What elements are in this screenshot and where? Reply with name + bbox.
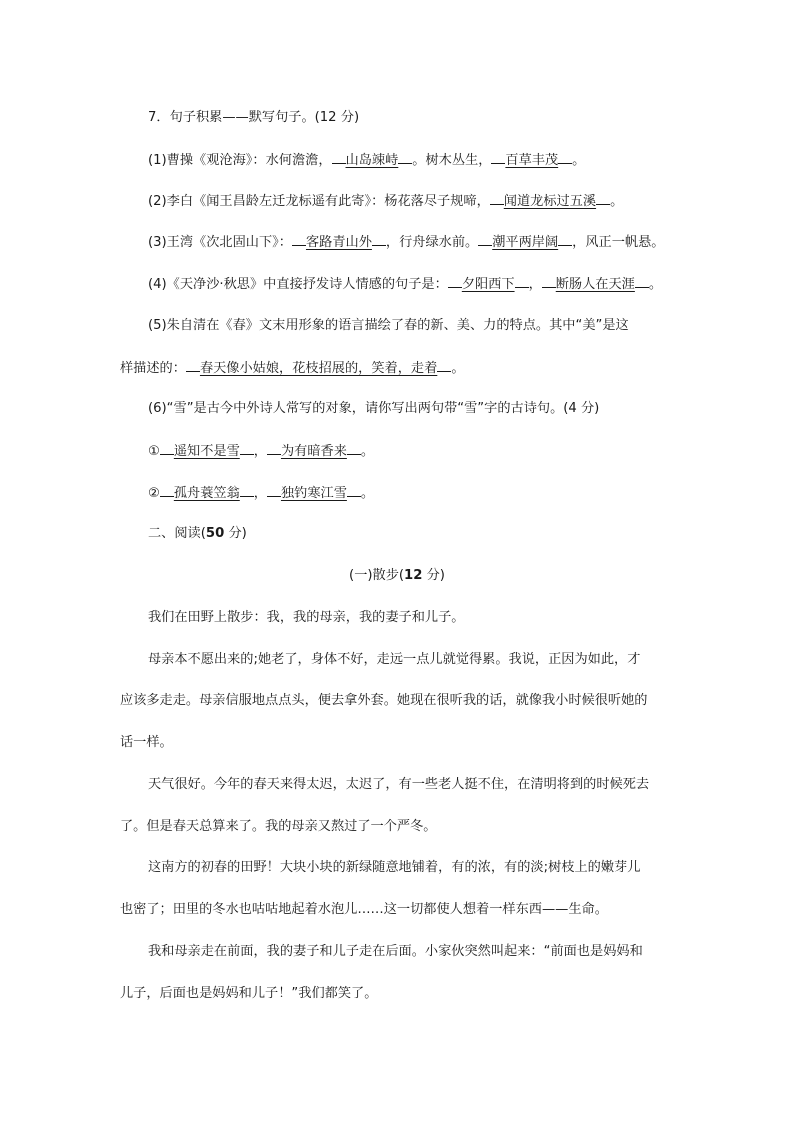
q7-item-6-answer-2: ② 孤舟蓑笠翁 ， 独钓寒江雪 。 [148, 486, 375, 501]
answer: 潮平两岸阔 [492, 235, 559, 250]
passage-line: 母亲本不愿出来的;她老了，身体不好，走远一点儿就觉得累。我说，正因为如此，才 [148, 652, 641, 667]
passage-line: 儿子，后面也是妈妈和儿子！”我们都笑了。 [120, 986, 378, 1001]
q7-item-2: (2)李白《闻王昌龄左迁龙标遥有此寄》：杨花落尽子规啼， 闻道龙标过五溪 。 [148, 194, 624, 209]
question-7-title: 7．句子积累——默写句子。(12 分) [148, 110, 360, 125]
answer: 闻道龙标过五溪 [503, 194, 597, 209]
answer: 山岛竦峙 [345, 153, 399, 168]
q7-item-6-answer-1: ① 遥知不是雪 ， 为有暗香来 。 [148, 444, 375, 459]
answer: 断肠人在天涯 [555, 277, 635, 292]
q7-item-6: (6)“雪”是古今中外诗人常写的对象，请你写出两句带“雪”字的古诗句。(4 分) [148, 401, 600, 416]
passage-line: 话一样。 [120, 735, 173, 750]
answer: 孤舟蓑笠翁 [173, 486, 240, 501]
q7-item-3: (3)王湾《次北固山下》： 客路青山外 ，行舟绿水前。 潮平两岸阔 ，风正一帆悬。 [148, 235, 665, 250]
passage-line: 我和母亲走在前面，我的妻子和儿子走在后面。小家伙突然叫起来：“前面也是妈妈和 [148, 944, 643, 959]
passage-title: (一)散步(12 分) [349, 568, 445, 583]
q7-item-5-line1: (5)朱自清在《春》文末用形象的语言描绘了春的新、美、力的特点。其中“美”是这 [148, 318, 629, 333]
passage-line: 这南方的初春的田野！大块小块的新绿随意地铺着，有的浓，有的淡;树枝上的嫩芽儿 [148, 860, 641, 875]
q7-item-1: (1)曹操《观沧海》：水何澹澹， 山岛竦峙 。树木丛生， 百草丰茂 。 [148, 153, 586, 168]
passage-line: 我们在田野上散步：我，我的母亲，我的妻子和儿子。 [148, 610, 465, 625]
q7-item-5-line2: 样描述的： 春天像小姑娘，花枝招展的，笑着，走着 。 [120, 361, 465, 376]
answer: 夕阳西下 [461, 277, 515, 292]
passage-line: 天气很好。今年的春天来得太迟，太迟了，有一些老人挺不住，在清明将到的时候死去 [148, 777, 650, 792]
answer: 独钓寒江雪 [280, 486, 347, 501]
section-2-title: 二、阅读(50 分) [148, 526, 247, 541]
passage-line: 了。但是春天总算来了。我的母亲又熬过了一个严冬。 [120, 819, 437, 834]
q7-item-4: (4)《天净沙·秋思》中直接抒发诗人情感的句子是： 夕阳西下 ， 断肠人在天涯 。 [148, 277, 663, 292]
passage-line: 应该多走走。母亲信服地点点头，便去拿外套。她现在很听我的话，就像我小时候很听她的 [120, 693, 648, 708]
answer: 为有暗香来 [280, 444, 347, 459]
answer: 百草丰茂 [505, 153, 559, 168]
answer: 客路青山外 [305, 235, 372, 250]
answer: 春天像小姑娘，花枝招展的，笑着，走着 [199, 361, 438, 376]
answer: 遥知不是雪 [173, 444, 240, 459]
passage-line: 也密了；田里的冬水也咕咕地起着水泡儿……这一切都使人想着一样东西——生命。 [120, 902, 608, 917]
